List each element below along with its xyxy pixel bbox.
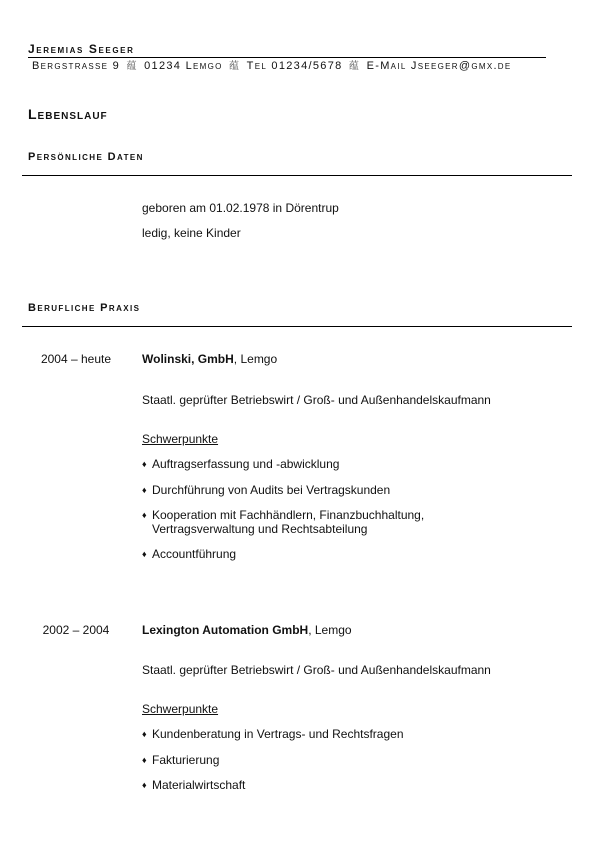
- list-item: [142, 778, 452, 792]
- header-divider: [28, 57, 546, 58]
- list-item-text: Auftragserfassung und -abwicklung: [152, 457, 340, 471]
- section-heading-experience: Berufliche Praxis: [28, 302, 141, 314]
- section-divider: [22, 326, 572, 327]
- city: 01234 Lemgo: [144, 60, 223, 72]
- list-item: [142, 483, 452, 497]
- diamond-bullet-icon: ♦: [142, 510, 147, 520]
- contact-line: [32, 60, 512, 73]
- phone: Tel 01234/5678: [246, 60, 343, 72]
- address: Bergstrasse 9: [32, 60, 121, 72]
- job-company: [142, 623, 352, 637]
- list-item-text: Fakturierung: [152, 753, 220, 767]
- separator-icon: 蕴: [126, 61, 138, 72]
- list-item-text: Kundenberatung in Vertrags- und Rechtsfragen: [152, 727, 404, 741]
- list-item: [142, 547, 452, 561]
- separator-icon: 蕴: [229, 61, 241, 72]
- job-period: 2002 – 2004: [42, 623, 110, 637]
- birth-info: geboren am 01.02.1978 in Dörentrup: [142, 201, 339, 215]
- diamond-bullet-icon: ♦: [142, 459, 147, 469]
- separator-icon: 蕴: [348, 61, 361, 72]
- diamond-bullet-icon: ♦: [142, 755, 147, 765]
- list-item: [142, 508, 452, 536]
- list-item-text: Accountführung: [152, 547, 237, 561]
- list-item: [142, 457, 452, 471]
- document-title: Lebenslauf: [28, 106, 108, 122]
- job-position: Staatl. geprüfter Betriebswirt / Groß- und Außenhandelskaufmann: [142, 663, 491, 677]
- diamond-bullet-icon: ♦: [142, 729, 147, 739]
- job-period: 2004 – heute: [40, 352, 112, 366]
- focus-label: Schwerpunkte: [142, 432, 219, 446]
- job-position: Staatl. geprüfter Betriebswirt / Groß- und Außenhandelskaufmann: [142, 393, 491, 407]
- company-name: Wolinski, GmbH: [142, 352, 234, 366]
- diamond-bullet-icon: ♦: [142, 780, 147, 790]
- diamond-bullet-icon: ♦: [142, 549, 147, 559]
- list-item-text: Durchführung von Audits bei Vertragskunden: [152, 483, 391, 497]
- list-item-text: Materialwirtschaft: [152, 778, 246, 792]
- applicant-name: Jeremias Seeger: [28, 42, 135, 56]
- company-location: , Lemgo: [308, 623, 352, 637]
- focus-label: Schwerpunkte: [142, 702, 219, 716]
- list-item: [142, 727, 452, 741]
- section-heading-personal: Persönliche Daten: [28, 151, 144, 163]
- list-item: [142, 753, 452, 767]
- company-name: Lexington Automation GmbH: [142, 623, 309, 637]
- job-company: [142, 352, 277, 366]
- family-status: ledig, keine Kinder: [142, 226, 241, 240]
- section-divider: [22, 175, 572, 176]
- email: E-Mail Jseeger@gmx.de: [366, 60, 512, 72]
- list-item-text: Kooperation mit Fachhändlern, Finanzbuchhaltung, Vertragsverwaltung und Rechtsabteilung: [152, 508, 425, 536]
- company-location: , Lemgo: [233, 352, 278, 366]
- diamond-bullet-icon: ♦: [142, 485, 147, 495]
